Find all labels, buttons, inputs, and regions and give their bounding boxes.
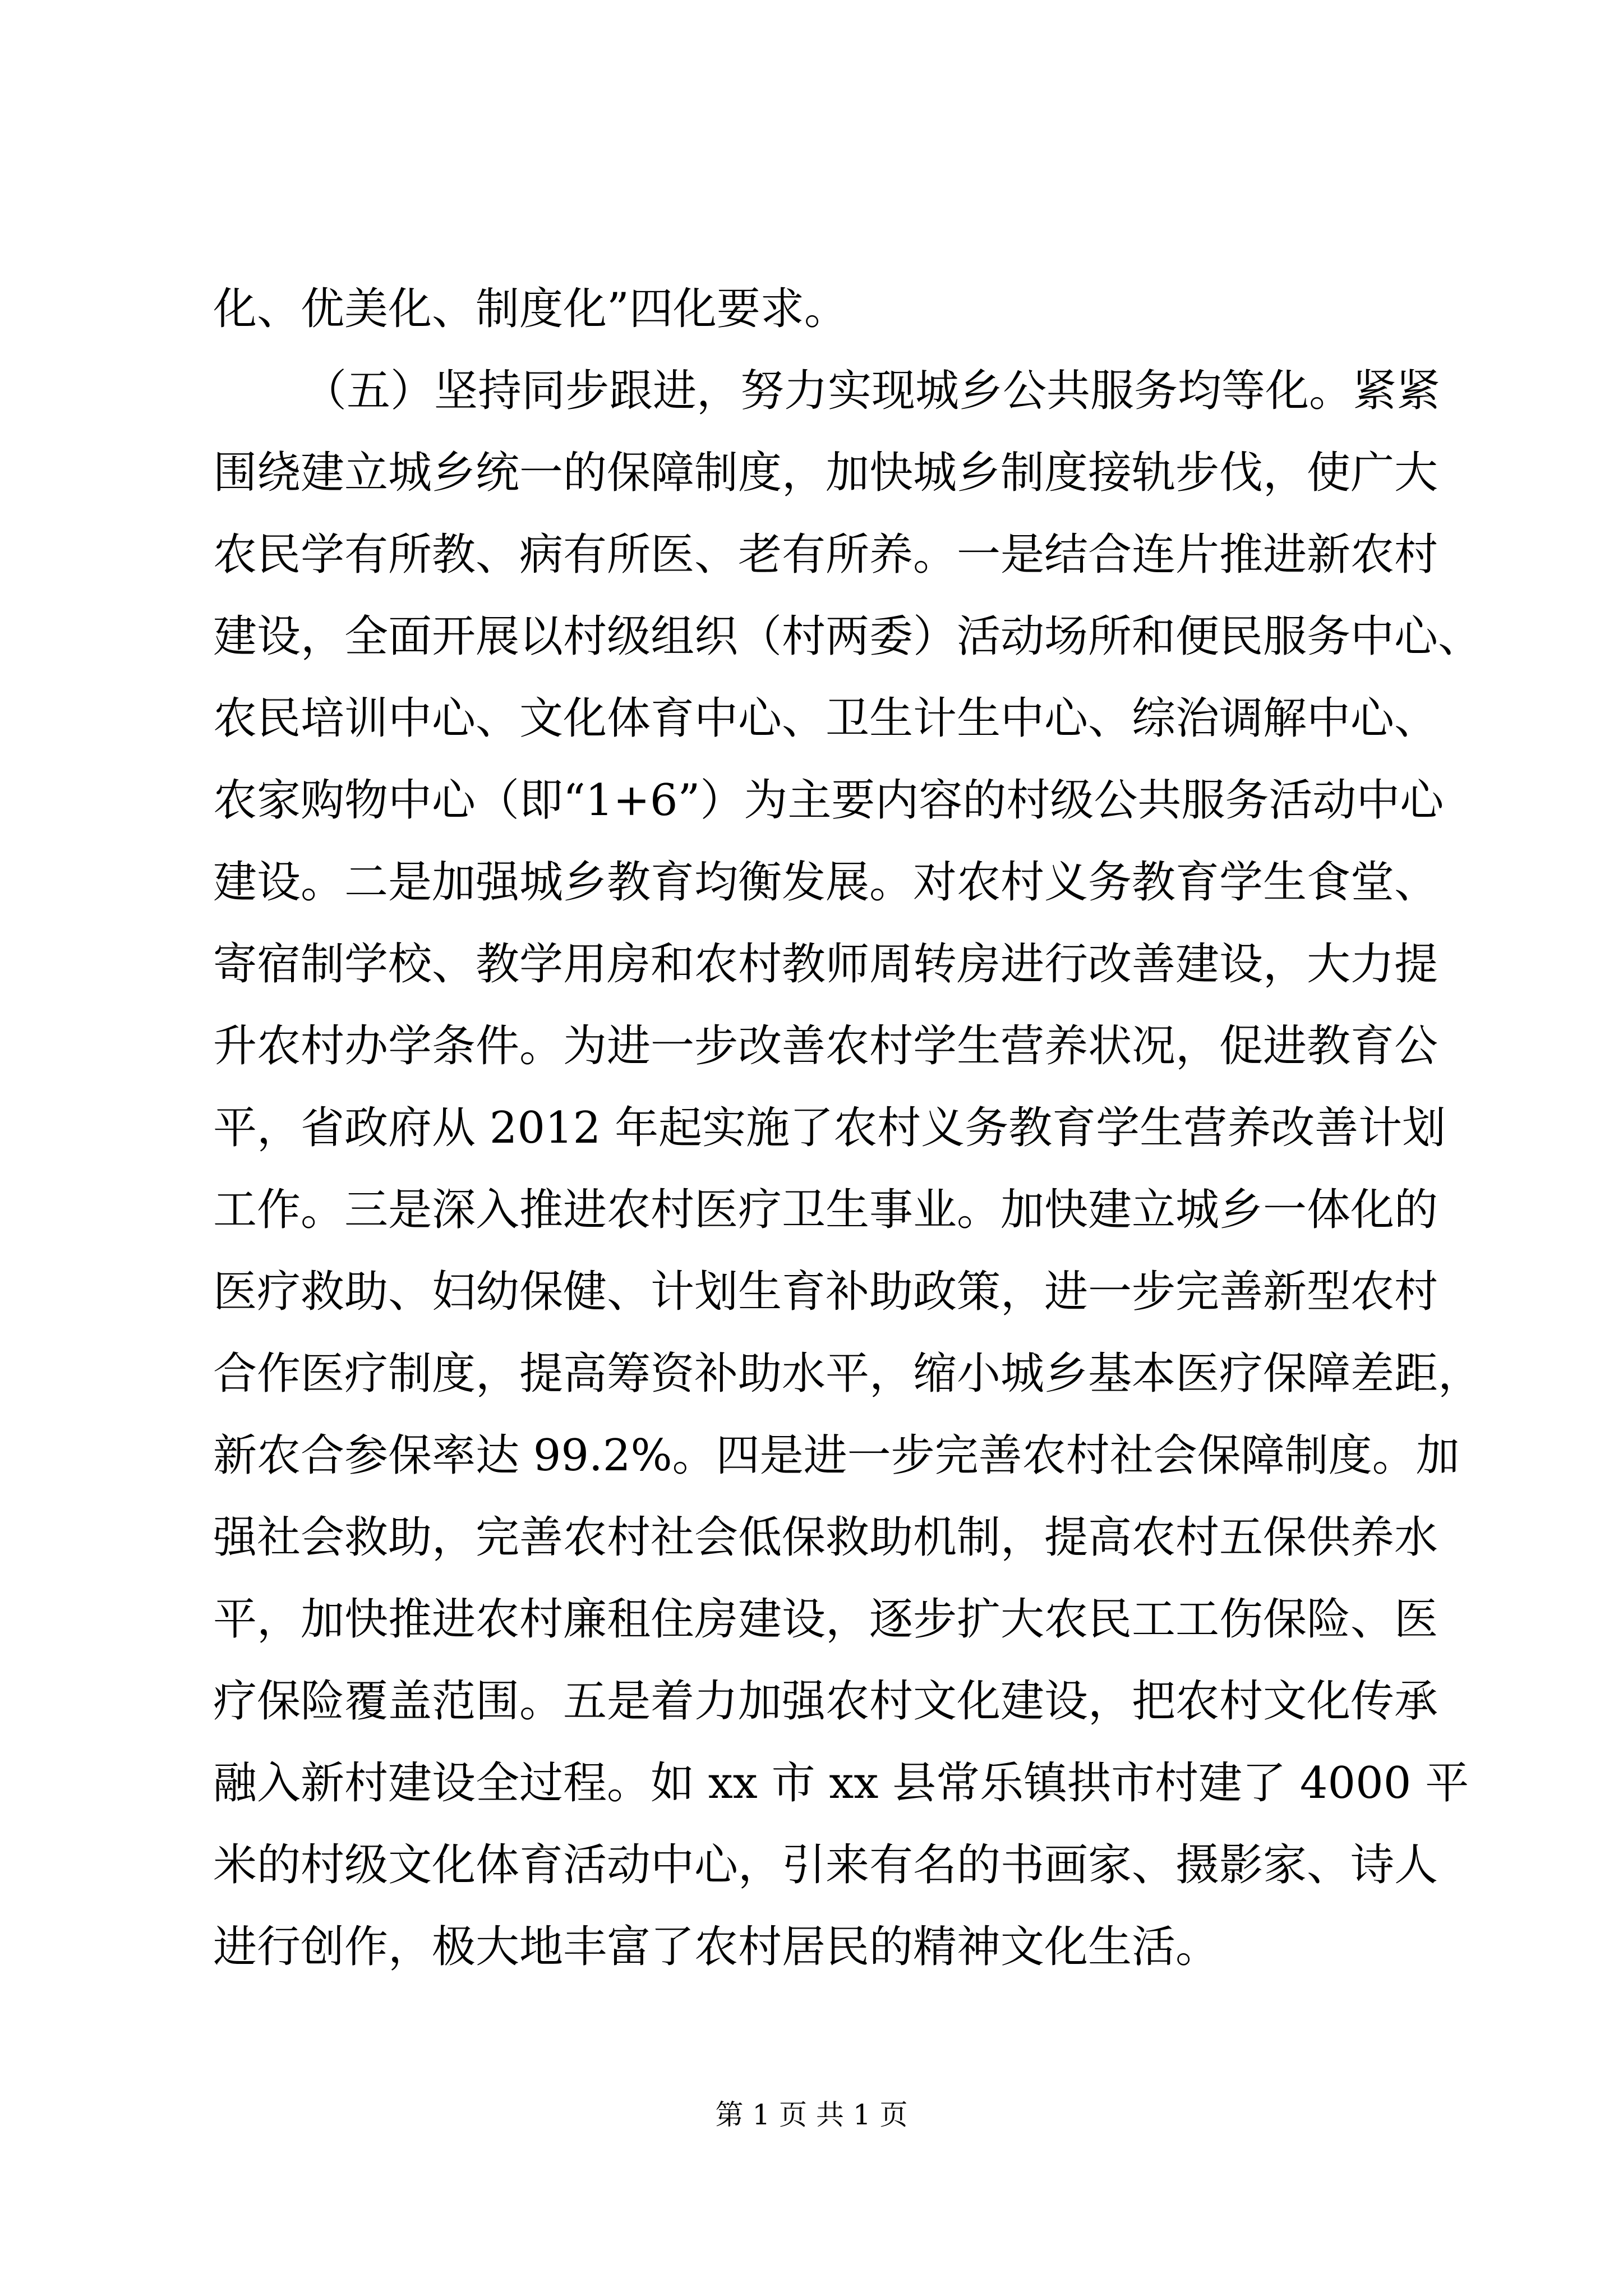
text-line: 新农合参保率达 99.2%。四是进一步完善农村社会保障制度。加 xyxy=(213,1430,1460,1481)
text-line: 建设，全面开展以村级组织（村两委）活动场所和便民服务中心、 xyxy=(213,611,1482,662)
text-line: 合作医疗制度，提高筹资补助水平，缩小城乡基本医疗保障差距， xyxy=(213,1349,1482,1399)
text-line: 农民学有所教、病有所医、老有所养。一是结合连片推进新农村 xyxy=(213,530,1438,580)
text-line: 强社会救助，完善农村社会低保救助机制，提高农村五保供养水 xyxy=(213,1512,1438,1563)
text-line: 医疗救助、妇幼保健、计划生育补助政策，进一步完善新型农村 xyxy=(213,1267,1438,1317)
section-heading-line: （五）坚持同步跟进，努力实现城乡公共服务均等化。紧紧 xyxy=(303,366,1441,416)
text-line: 建设。二是加强城乡教育均衡发展。对农村义务教育学生食堂、 xyxy=(213,857,1438,908)
text-line: 工作。三是深入推进农村医疗卫生事业。加快建立城乡一体化的 xyxy=(213,1185,1438,1235)
text-line: 升农村办学条件。为进一步改善农村学生营养状况，促进教育公 xyxy=(213,1021,1438,1071)
text-line: 寄宿制学校、教学用房和农村教师周转房进行改善建设，大力提 xyxy=(213,939,1438,990)
text-line: 围绕建立城乡统一的保障制度，加快城乡制度接轨步伐，使广大 xyxy=(213,448,1438,498)
document-body xyxy=(213,268,1482,1988)
text-line: 平，加快推进农村廉租住房建设，逐步扩大农民工工伤保险、医 xyxy=(213,1594,1438,1645)
page-number-label: 第 1 页 共 1 页 xyxy=(715,2099,908,2131)
text-line: 农民培训中心、文化体育中心、卫生计生中心、综治调解中心、 xyxy=(213,693,1438,744)
text-line: 米的村级文化体育活动中心，引来有名的书画家、摄影家、诗人 xyxy=(213,1840,1438,1890)
text-line: 疗保险覆盖范围。五是着力加强农村文化建设，把农村文化传承 xyxy=(213,1676,1438,1727)
text-line: 农家购物中心（即“1+6”）为主要内容的村级公共服务活动中心 xyxy=(213,775,1444,826)
page-footer xyxy=(0,2095,1623,2134)
text-line: 融入新村建设全过程。如 xx 市 xx 县常乐镇拱市村建了 4000 平 xyxy=(213,1758,1469,1809)
text-line: 进行创作，极大地丰富了农村居民的精神文化生活。 xyxy=(213,1922,1220,1972)
text-line: 化、优美化、制度化”四化要求。 xyxy=(213,284,848,334)
text-line: 平，省政府从 2012 年起实施了农村义务教育学生营养改善计划 xyxy=(213,1103,1446,1153)
